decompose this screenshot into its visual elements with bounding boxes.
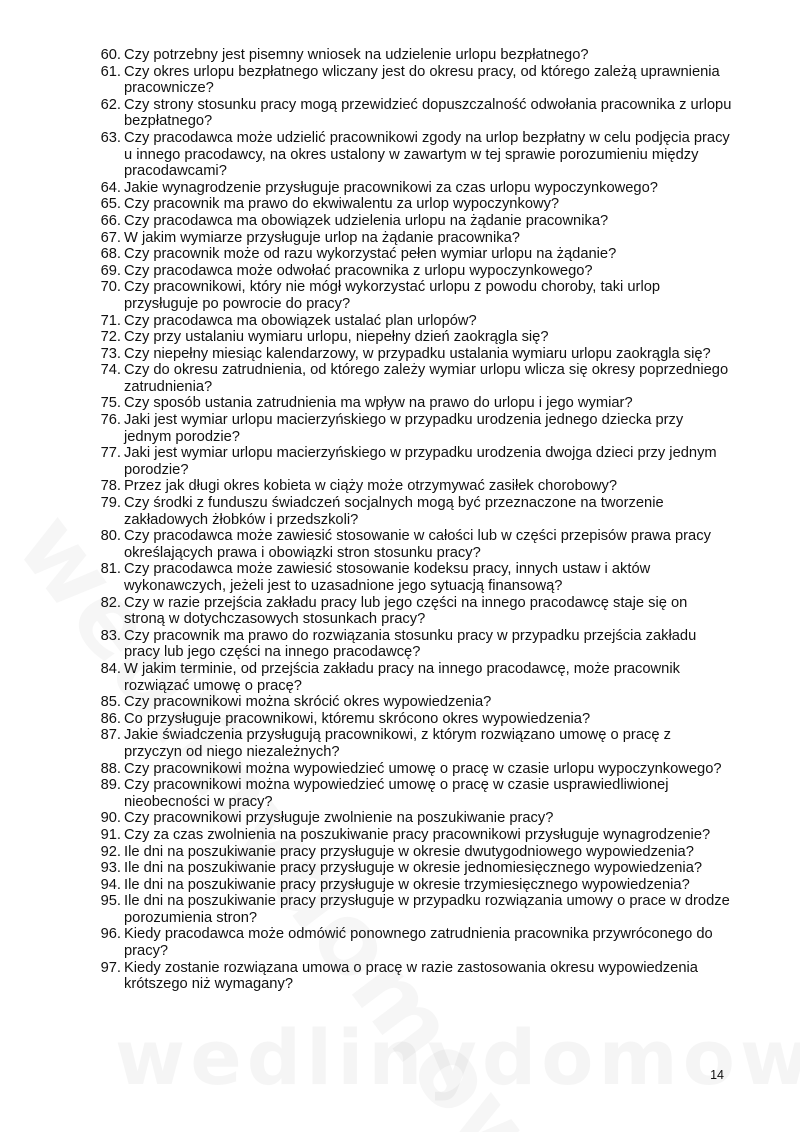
question-number: 76. [100, 412, 121, 429]
question-text: Czy pracownik może od razu wykorzystać pełen wymiar urlopu na żądanie? [124, 246, 617, 263]
question-item [92, 827, 732, 844]
question-number: 82. [100, 594, 121, 611]
question-number: 61. [100, 63, 121, 80]
question-text: Czy strony stosunku pracy mogą przewidzieć dopuszczalność odwołania pracownika z urlopu bezpłatnego? [124, 96, 732, 130]
question-text: Kiedy pracodawca może odmówić ponownego zatrudnienia pracownika przywróconego do pracy? [124, 926, 713, 960]
question-text: Jakie wynagrodzenie przysługuje pracownikowi za czas urlopu wypoczynkowego? [124, 179, 658, 196]
question-text: W jakim wymiarze przysługuje urlop na żądanie pracownika? [124, 229, 520, 246]
question-item [92, 97, 732, 130]
question-number: 83. [100, 627, 121, 644]
question-number: 90. [100, 810, 121, 827]
question-number: 86. [100, 710, 121, 727]
question-text: Ile dni na poszukiwanie pracy przysługuje w okresie trzymiesięcznego wypowiedzenia? [124, 876, 690, 893]
question-text: Jaki jest wymiar urlopu macierzyńskiego w przypadku urodzenia jednego dziecka przy jednym porodzie? [124, 412, 684, 445]
question-item [92, 64, 732, 97]
question-text: Co przysługuje pracownikowi, któremu skrócono okres wypowiedzenia? [124, 710, 591, 727]
question-number: 73. [100, 345, 121, 362]
question-number: 67. [100, 229, 121, 246]
question-number: 89. [100, 777, 121, 794]
question-item [92, 595, 732, 628]
question-item [92, 495, 732, 528]
question-number: 95. [100, 893, 121, 910]
question-text: Czy pracownik ma prawo do ekwiwalentu za urlop wypoczynkowy? [124, 196, 560, 213]
question-item [92, 279, 732, 312]
question-item [92, 711, 732, 728]
question-number: 64. [100, 179, 121, 196]
question-text: Jakie świadczenia przysługują pracownikowi, z którym rozwiązano umowę o pracę z przyczyn od niego niezależnych? [124, 727, 671, 760]
question-text: Przez jak długi okres kobieta w ciąży może otrzymywać zasiłek chorobowy? [124, 478, 618, 495]
question-text: Czy sposób ustania zatrudnienia ma wpływ na prawo do urlopu i jego wymiar? [124, 395, 633, 412]
question-item [92, 926, 732, 959]
question-item [92, 893, 732, 926]
question-number: 74. [100, 362, 121, 379]
question-item [92, 412, 732, 445]
question-item [92, 877, 732, 894]
question-item [92, 860, 732, 877]
question-text: Czy pracodawca ma obowiązek ustalać plan urlopów? [124, 312, 477, 329]
question-item [92, 478, 732, 495]
question-number: 70. [100, 279, 121, 296]
question-text: Czy środki z funduszu świadczeń socjalnych mogą być przeznaczone na tworzenie zakładowych żłobków i przedszkoli? [124, 495, 664, 528]
question-number: 96. [100, 926, 121, 943]
question-number: 97. [100, 959, 121, 976]
page-number: 14 [710, 1068, 724, 1082]
question-number: 93. [100, 860, 121, 877]
question-item [92, 263, 732, 280]
question-text: Czy pracodawca może udzielić pracownikowi zgody na urlop bezpłatny w celu podjęcia pracy u innego pracodawcy, na okres ustalony w zawartym w tej sprawie porozumieniu między pracodawcami? [124, 129, 730, 180]
question-text: Czy pracodawca może zawiesić stosowanie w całości lub w części przepisów prawa pracy określających prawa i obowiązki stron stosunku pracy? [124, 528, 711, 561]
question-text: Ile dni na poszukiwanie pracy przysługuje w okresie dwutygodniowego wypowiedzenia? [124, 843, 694, 860]
question-text: Ile dni na poszukiwanie pracy przysługuje w okresie jednomiesięcznego wypowiedzenia? [124, 860, 703, 877]
question-item [92, 329, 732, 346]
question-item [92, 528, 732, 561]
question-text: Czy niepełny miesiąc kalendarzowy, w przypadku ustalania wymiaru urlopu zaokrągla się? [124, 345, 711, 362]
question-text: Czy pracownikowi można skrócić okres wypowiedzenia? [124, 694, 492, 711]
question-number: 69. [100, 262, 121, 279]
question-number: 60. [100, 47, 121, 63]
question-number: 78. [100, 478, 121, 495]
question-number: 80. [100, 528, 121, 545]
question-text: Czy okres urlopu bezpłatnego wliczany jest do okresu pracy, od którego zależą uprawnienia pracownicze? [124, 63, 720, 97]
question-text: Czy pracownik ma prawo do rozwiązania stosunku pracy w przypadku przejścia zakładu pracy lub jego części na innego pracodawcę? [124, 627, 697, 661]
question-number: 85. [100, 694, 121, 711]
question-item [92, 362, 732, 395]
question-text: Jaki jest wymiar urlopu macierzyńskiego w przypadku urodzenia dwojga dzieci przy jednym porodzie? [124, 445, 717, 478]
question-text: Ile dni na poszukiwanie pracy przysługuje w przypadku rozwiązania umowy o prace w drodze porozumienia stron? [124, 893, 730, 926]
question-number: 63. [100, 129, 121, 146]
question-text: Czy pracownikowi, który nie mógł wykorzystać urlopu z powodu choroby, taki urlop przysługuje po powrocie do pracy? [124, 279, 661, 312]
question-text: Czy pracodawca może zawiesić stosowanie kodeksu pracy, innych ustaw i aktów wykonawczych, jeżeli jest to uzasadnione jego sytuacją finansową? [124, 561, 651, 594]
question-item [92, 661, 732, 694]
question-number: 79. [100, 495, 121, 512]
question-list [92, 47, 732, 993]
question-number: 71. [100, 312, 121, 329]
question-text: Czy potrzebny jest pisemny wniosek na udzielenie urlopu bezpłatnego? [124, 47, 589, 63]
question-text: Czy w razie przejścia zakładu pracy lub jego części na innego pracodawcę staje się on stroną w dotychczasowych stosunkach pracy? [124, 594, 688, 628]
question-number: 81. [100, 561, 121, 578]
question-item [92, 727, 732, 760]
question-number: 66. [100, 212, 121, 229]
question-item [92, 810, 732, 827]
question-number: 91. [100, 826, 121, 843]
question-text: Czy do okresu zatrudnienia, od którego zależy wymiar urlopu wlicza się okresy poprzedniego zatrudnienia? [124, 362, 729, 395]
question-item [92, 130, 732, 180]
watermark-bottom [115, 1013, 800, 1102]
question-item [92, 196, 732, 213]
question-number: 94. [100, 876, 121, 893]
question-item [92, 246, 732, 263]
question-number: 72. [100, 329, 121, 346]
question-text: Czy pracownikowi można wypowiedzieć umowę o pracę w czasie usprawiedliwionej nieobecności w pracy? [124, 777, 669, 810]
question-number: 87. [100, 727, 121, 744]
question-item [92, 628, 732, 661]
question-item [92, 777, 732, 810]
question-text: Kiedy zostanie rozwiązana umowa o pracę w razie zastosowania okresu wypowiedzenia krótszego niż wymagany? [124, 959, 698, 993]
question-item [92, 694, 732, 711]
question-text: W jakim terminie, od przejścia zakładu pracy na innego pracodawcę, może pracownik rozwiązać umowę o pracę? [124, 660, 680, 694]
question-number: 62. [100, 96, 121, 113]
question-item [92, 230, 732, 247]
question-item [92, 561, 732, 594]
question-item [92, 960, 732, 993]
question-item [92, 346, 732, 363]
question-text: Czy pracownikowi przysługuje zwolnienie na poszukiwanie pracy? [124, 810, 554, 827]
question-item [92, 445, 732, 478]
question-number: 88. [100, 760, 121, 777]
question-text: Czy pracownikowi można wypowiedzieć umowę o pracę w czasie urlopu wypoczynkowego? [124, 760, 722, 777]
question-item [92, 180, 732, 197]
question-item [92, 47, 732, 64]
question-item [92, 395, 732, 412]
question-number: 68. [100, 246, 121, 263]
question-item [92, 213, 732, 230]
question-text: Czy pracodawca może odwołać pracownika z urlopu wypoczynkowego? [124, 262, 593, 279]
question-item [92, 761, 732, 778]
question-text: Czy pracodawca ma obowiązek udzielenia urlopu na żądanie pracownika? [124, 212, 609, 229]
question-text: Czy przy ustalaniu wymiaru urlopu, niepełny dzień zaokrągla się? [124, 329, 549, 346]
question-number: 65. [100, 196, 121, 213]
question-number: 84. [100, 660, 121, 677]
question-item [92, 844, 732, 861]
question-number: 75. [100, 395, 121, 412]
question-item [92, 313, 732, 330]
question-text: Czy za czas zwolnienia na poszukiwanie pracy pracownikowi przysługuje wynagrodzenie? [124, 826, 711, 843]
question-number: 77. [100, 445, 121, 462]
question-number: 92. [100, 843, 121, 860]
